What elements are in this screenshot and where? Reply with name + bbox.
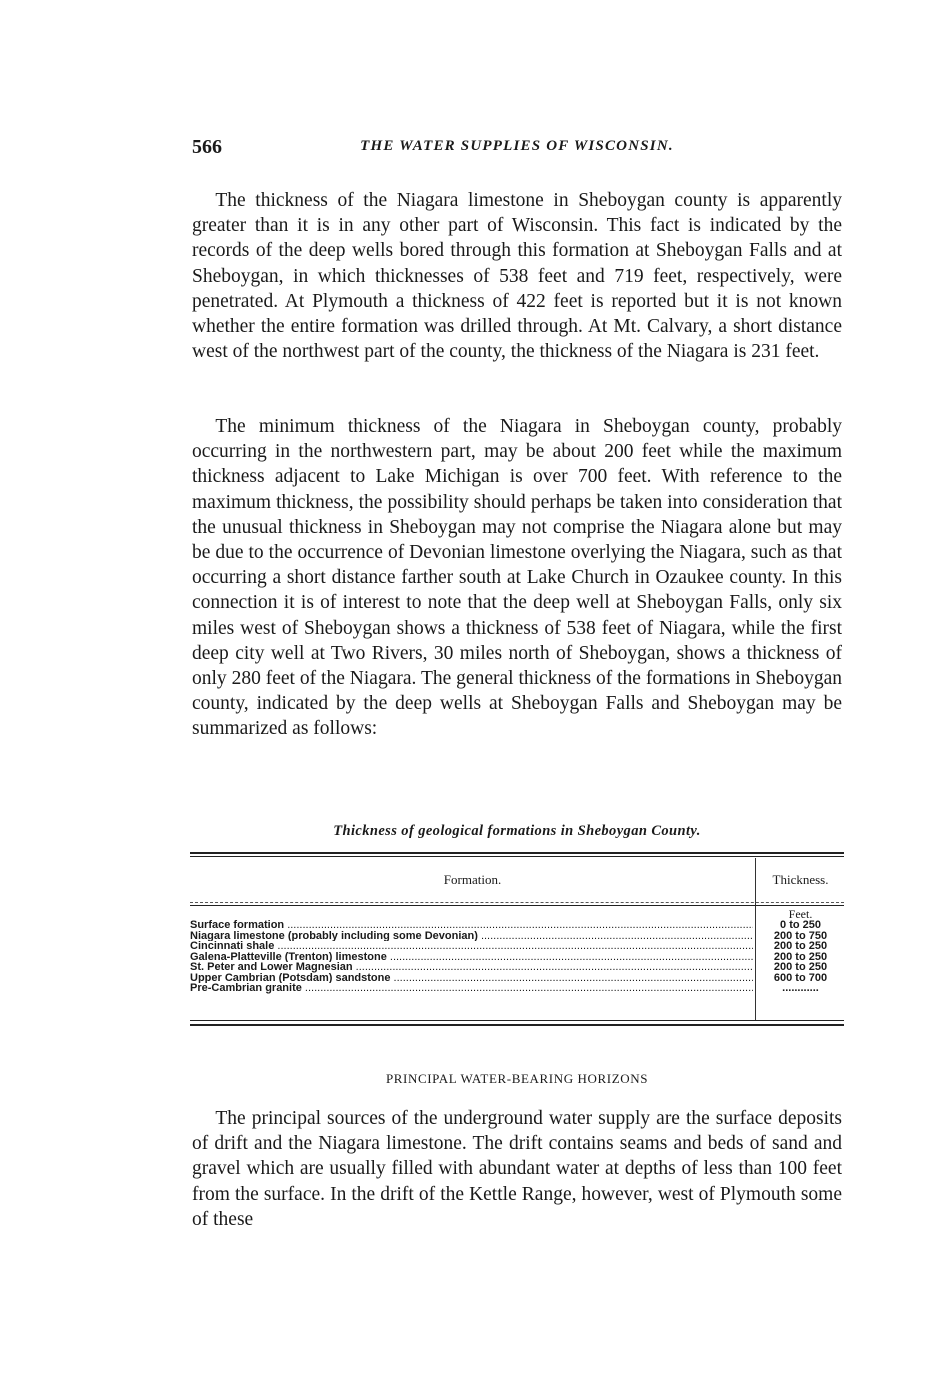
body-paragraph: The minimum thickness of the Niagara in Sheboygan county, probably occurring in the northwestern part, may be about 200 feet while the maximum thickness adjacent to Lake Michigan is over 700 feet. With reference to the maximum thickness, the possibility should perhaps be taken into consideration that the unusual thickness in Sheboygan may not comprise the Niagara alone but may be due to the occurrence of Devonian limestone overlying the Niagara, such as that occurring a short distance farther south at Lake Church in Ozaukee county. In this connection it is of interest to note that the deep well at Sheboygan Falls, only six miles west of Sheboygan shows a thickness of 538 feet of Niagara, while the first deep city well at Two Rivers, 30 miles north of Sheboygan, shows a thickness of only 280 feet of the Niagara. The general thickness of the formations in Sheboygan county, indicated by the deep wells at Sheboygan Falls and Sheboygan may be summarized as follows: — [192, 416, 842, 740]
table-body — [190, 920, 844, 994]
formation-cell: Niagara limestone (probably including some Devonian) ..... — [190, 931, 753, 942]
formation-cell: Surface formation ..... — [190, 920, 753, 931]
table-row — [190, 962, 844, 973]
table-rule — [190, 1020, 844, 1021]
table-rule — [190, 905, 844, 906]
table-rule — [190, 852, 844, 854]
table-rule — [190, 856, 844, 857]
table-row — [190, 952, 844, 963]
thickness-cell: 200 to 250 — [773, 961, 828, 973]
formation-cell: Galena-Platteville (Trenton) limestone ..... — [190, 952, 753, 963]
body-paragraph: The principal sources of the underground water supply are the surface deposits of drift and the Niagara limestone. The drift contains seams and beds of sand and gravel which are usually filled with abundant water at depths of less than 100 feet from the surface. In the drift of the Kettle Range, however, west of Plymouth some of these — [192, 1108, 842, 1230]
thickness-units: Feet. — [788, 907, 813, 921]
body-paragraph: The thickness of the Niagara limestone in Sheboygan county is apparently greater than it is in any other part of Wisconsin. This fact is indicated by the records of the deep wells bored through this formation at Sheboygan Falls and at Sheboygan, in which thicknesses of 538 feet and 719 feet, respectively, were penetrated. At Plymouth a thickness of 422 feet is reported but it is not known whether the entire formation was drilled through. At Mt. Calvary, a short distance west of the northwest part of the county, the thickness of the Niagara is 231 feet. — [192, 190, 842, 363]
table-row — [190, 973, 844, 984]
thickness-cell: ............ — [782, 982, 819, 994]
table-row — [190, 941, 844, 952]
formation-cell: Pre-Cambrian granite ..... — [190, 983, 753, 994]
thickness-cell: 200 to 750 — [773, 929, 828, 942]
running-title: THE WATER SUPPLIES OF WISCONSIN. — [360, 138, 674, 154]
formation-cell: Cincinnati shale ..... — [190, 941, 753, 952]
formation-cell: Upper Cambrian (Potsdam) sandstone ..... — [190, 973, 753, 984]
thickness-cell: 0 to 250 — [780, 919, 821, 931]
thickness-cell: 200 to 250 — [773, 940, 828, 952]
column-header-formation: Formation. — [443, 872, 502, 887]
formation-cell: St. Peter and Lower Magnesian ..... — [190, 962, 753, 973]
column-header-thickness: Thickness. — [772, 872, 829, 887]
thickness-table — [190, 852, 844, 1026]
table-caption: Thickness of geological formations in Sheboygan County. — [333, 823, 701, 839]
thickness-cell: 200 to 250 — [773, 950, 828, 963]
table-row — [190, 983, 844, 994]
thickness-cell: 600 to 700 — [773, 971, 828, 984]
table-row — [190, 920, 844, 931]
section-heading: PRINCIPAL WATER-BEARING HORIZONS — [385, 1071, 649, 1086]
page-header — [192, 136, 842, 166]
table-rule — [190, 1024, 844, 1026]
page-number: 566 — [192, 136, 222, 158]
table-row — [190, 931, 844, 942]
table-rule — [190, 902, 844, 903]
